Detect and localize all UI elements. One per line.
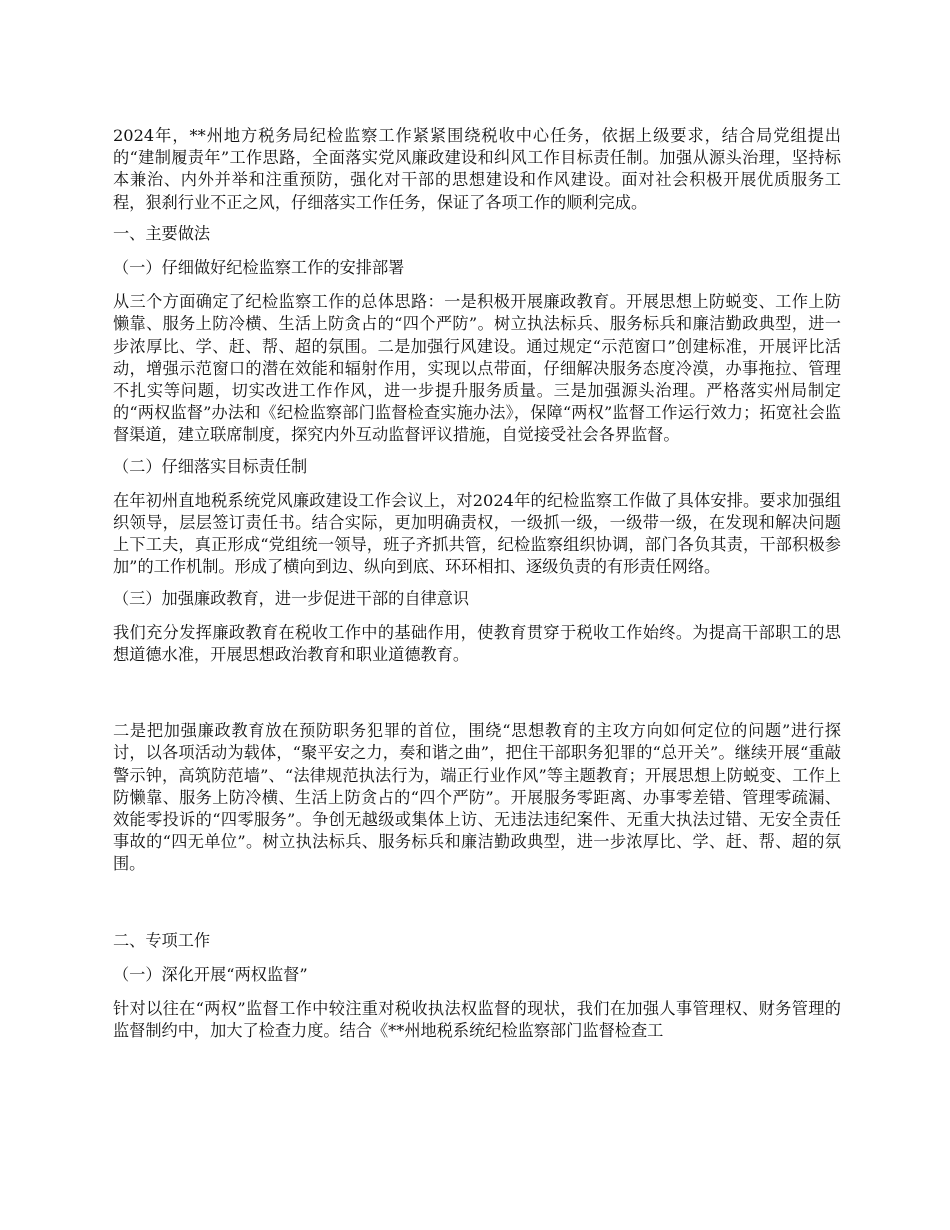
arrangement-paragraph: 从三个方面确定了纪检监察工作的总体思路：一是积极开展廉政教育。开展思想上防蜕变、工作上防懒靠、服务上防冷横、生活上防贪占的“四个严防”。树立执法标兵、服务标兵和廉洁勤政典型，进一步浓厚比、学、赶、帮、超的氛围。二是加强行风建设。通过规定“示范窗口”创建标准，开展评比活动，增强示范窗口的潜在效能和辐射作用，实现以点带面，仔细解决服务态度冷漠，办事拖拉、管理不扎实等问题，切实改进工作作风，进一步提升服务质量。三是加强源头治理。严格落实州局制定的“两权监督”办法和《纪检监察部门监督检查实施办法》，保障“两权”监督工作运行效力；拓宽社会监督渠道，建立联席制度，探究内外互动监督评议措施，自觉接受社会各界监督。 (113, 292, 841, 445)
supervision-paragraph: 针对以往在“两权”监督工作中较注重对税收执法权监督的现状，我们在加强人事管理权、财务管理的监督制约中，加大了检查力度。结合《**州地税系统纪检监察部门监督检查工 (113, 999, 841, 1041)
section-heading-special-work: 二、专项工作 (113, 930, 211, 950)
subsection-heading-responsibility: （二）仔细落实目标责任制 (113, 456, 308, 476)
document-page (113, 125, 841, 1043)
subsection-heading-supervision: （一）深化开展“两权监督” (113, 964, 308, 984)
subsection-heading-education: （三）加强廉政教育，进一步促进干部的自律意识 (113, 588, 470, 608)
education-paragraph: 我们充分发挥廉政教育在税收工作中的基础作用，使教育贯穿于税收工作始终。为提高干部职工的思想道德水准，开展思想政治教育和职业道德教育。 (113, 622, 841, 665)
education-paragraph-continued: 二是把加强廉政教育放在预防职务犯罪的首位，围绕“思想教育的主攻方向如何定位的问题”进行探讨，以各项活动为载体，“聚平安之力，奏和谐之曲”，把住干部职务犯罪的“总开关”。继续开展“重敲警示钟，高筑防范墙”、“法律规范执法行为，端正行业作风”等主题教育；开展思想上防蜕变、工作上防懒靠、服务上防冷横、生活上防贪占的“四个严防”。开展服务零距离、办事零差错、管理零疏漏、效能零投诉的“四零服务”。争创无越级或集体上访、无违法违纪案件、无重大执法过错、无安全责任事故的“四无单位”。树立执法标兵、服务标兵和廉洁勤政典型，进一步浓厚比、学、赶、帮、超的氛围。 (113, 721, 841, 874)
intro-paragraph: 2024年，**州地方税务局纪检监察工作紧紧围绕税收中心任务，依据上级要求，结合局党组提出的“建制履责年”工作思路，全面落实党风廉政建设和纠风工作目标责任制。加强从源头治理，坚持标本兼治、内外并举和注重预防，强化对干部的思想建设和作风建设。面对社会积极开展优质服务工程，狠刹行业不正之风，仔细落实工作任务，保证了各项工作的顺利完成。 (113, 126, 841, 212)
subsection-heading-arrangement: （一）仔细做好纪检监察工作的安排部署 (113, 258, 405, 278)
responsibility-paragraph: 在年初州直地税系统党风廉政建设工作会议上，对2024年的纪检监察工作做了具体安排。要求加强组织领导，层层签订责任书。结合实际，更加明确责权，一级抓一级，一级带一级，在发现和解决问题上下工夫，真正形成“党组统一领导，班子齐抓共管，纪检监察组织协调，部门各负其责，干部积极参加”的工作机制。形成了横向到边、纵向到底、环环相扣、逐级负责的有形责任网络。 (113, 490, 841, 577)
section-heading-main-practices: 一、主要做法 (113, 223, 211, 243)
